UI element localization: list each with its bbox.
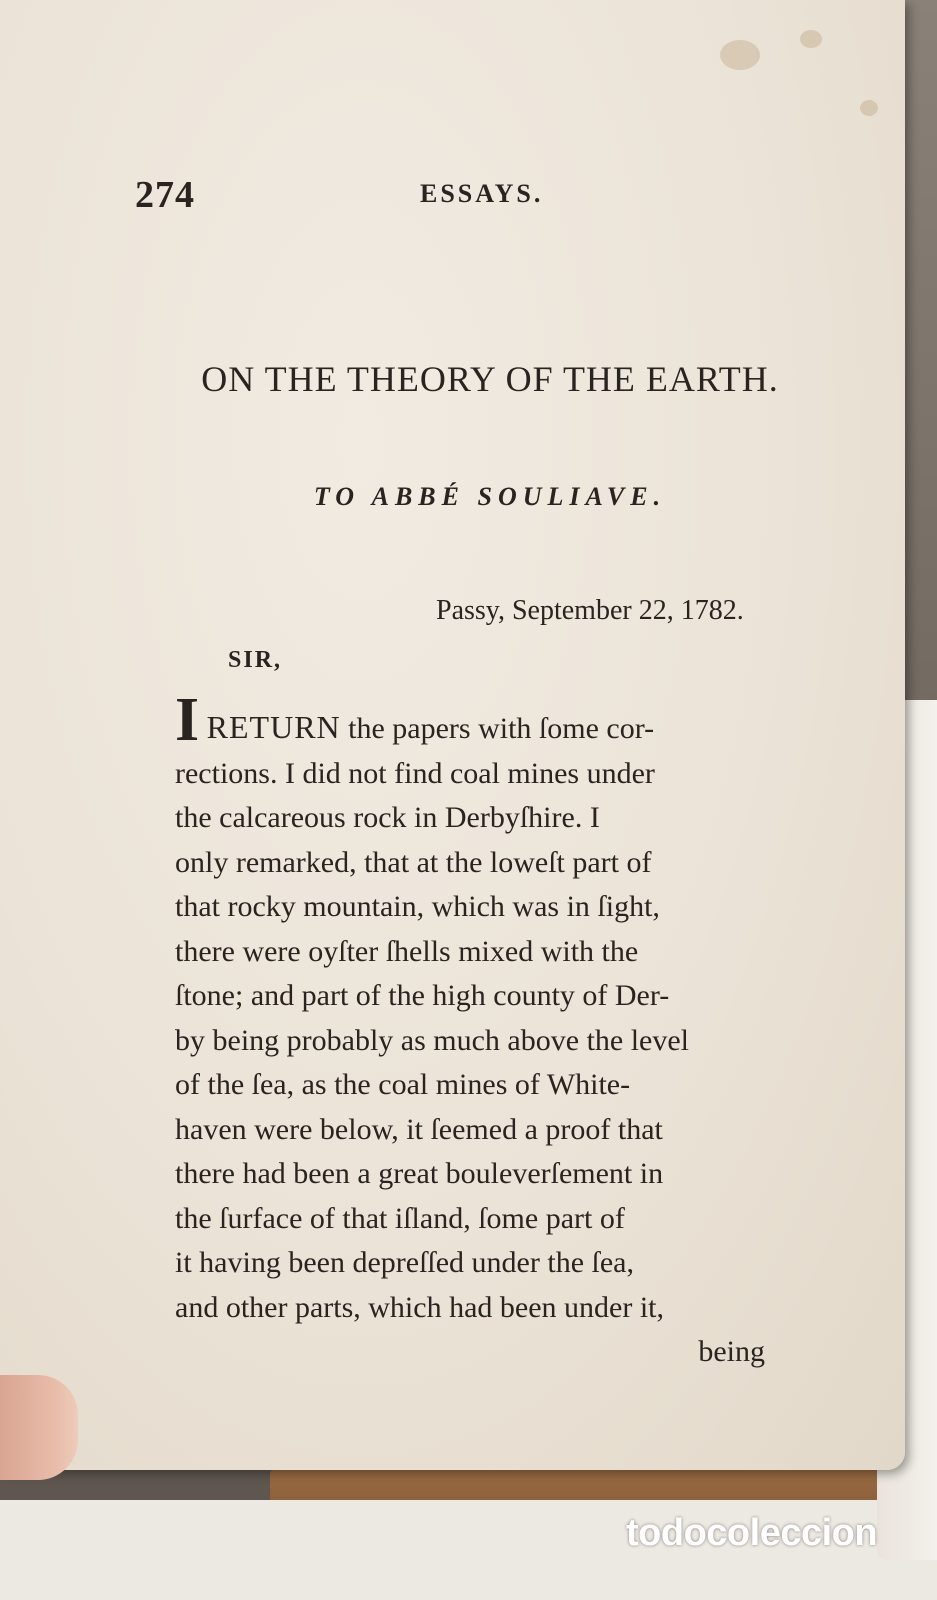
paper-stain: [720, 40, 760, 70]
dateline: Passy, September 22, 1782.: [436, 595, 744, 626]
letter-body: [175, 686, 775, 1375]
body-line: by being probably as much above the level: [175, 1023, 690, 1057]
paper-stain: [800, 30, 822, 48]
watermark-logo: todocoleccion: [626, 1512, 878, 1554]
body-line: that rocky mountain, which was in ſight,: [175, 890, 660, 923]
body-line: rections. I did not find coal mines under: [175, 756, 655, 790]
body-line: ſtone; and part of the high county of Der-: [175, 979, 670, 1012]
body-line: of the ſea, as the coal mines of White-: [175, 1068, 631, 1101]
body-line: and other parts, which had been under it,: [175, 1290, 665, 1324]
running-head: [0, 165, 905, 225]
thumb: [0, 1375, 78, 1480]
drop-cap: I: [175, 686, 200, 754]
paper-stain: [860, 100, 878, 116]
page-number: 274: [135, 174, 195, 216]
body-line: [175, 686, 775, 754]
body-line: there were oyſter ſhells mixed with the: [175, 934, 639, 968]
running-title: ESSAYS.: [420, 179, 544, 208]
first-line-rest: the papers with ſome cor-: [340, 712, 655, 745]
body-line: the calcareous rock in Derbyſhire. I: [175, 801, 600, 834]
essay-title: ON THE THEORY OF THE EARTH.: [201, 359, 779, 399]
body-line: there had been a great bouleverſement in: [175, 1157, 664, 1190]
body-line: the ſurface of that iſland, ſome part of: [175, 1201, 625, 1235]
body-line: haven were below, it ſeemed a proof that: [175, 1112, 663, 1146]
first-word: RETURN: [206, 709, 341, 745]
body-line: only remarked, that at the loweſt part of: [175, 845, 652, 879]
catchword: being: [698, 1335, 765, 1368]
addressee: TO ABBÉ SOULIAVE.: [313, 482, 667, 511]
salutation: SIR,: [228, 647, 283, 673]
body-line: it having been depreſſed under the ſea,: [175, 1246, 634, 1279]
